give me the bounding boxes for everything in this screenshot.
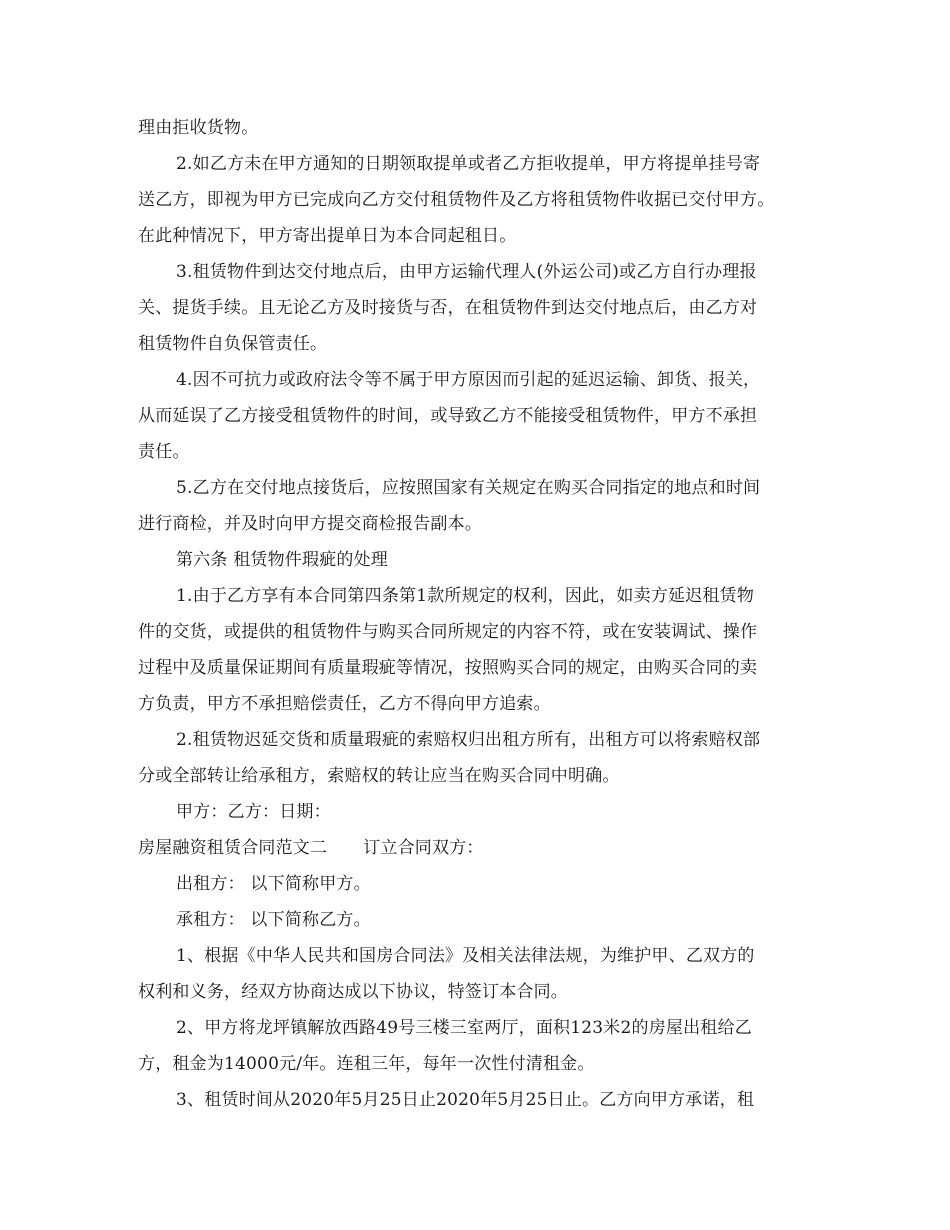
text-line: 权利和义务，经双方协商达成以下协议，特签订本合同。: [138, 982, 568, 1002]
text-line: 3.租赁物件到达交付地点后，由甲方运输代理人(外运公司)或乙方自行办理报: [176, 262, 757, 282]
text-line: 过程中及质量保证期间有质量瑕疵等情况，按照购买合同的规定，由购买合同的卖: [138, 658, 758, 678]
text-line: 租赁物件自负保管责任。: [138, 334, 328, 354]
text-line: 分或全部转让给承租方，索赔权的转让应当在购买合同中明确。: [138, 766, 620, 786]
text-line: 进行商检，并及时向甲方提交商检报告副本。: [138, 514, 482, 534]
text-line: 4.因不可抗力或政府法令等不属于甲方原因而引起的延迟运输、卸货、报关，: [176, 370, 761, 390]
text-line: 2、甲方将龙坪镇解放西路49号三楼三室两厅，面积123米2的房屋出租给乙: [176, 1018, 752, 1038]
text-line: 3、租赁时间从2020年5月25日止2020年5月25日止。乙方向甲方承诺，租: [176, 1090, 755, 1110]
text-line: 送乙方，即视为甲方已完成向乙方交付租赁物件及乙方将租赁物件收据已交付甲方。: [138, 190, 775, 210]
text-line: 1.由于乙方享有本合同第四条第1款所规定的权利，因此，如卖方延迟租赁物: [176, 586, 755, 606]
text-line: 关、提货手续。且无论乙方及时接货与否，在租赁物件到达交付地点后，由乙方对: [138, 298, 758, 318]
text-line: 从而延误了乙方接受租赁物件的时间，或导致乙方不能接受租赁物件，甲方不承担: [138, 406, 758, 426]
signature-line: 甲方：乙方：日期：: [176, 802, 331, 822]
section-heading: 第六条 租赁物件瑕疵的处理: [176, 550, 389, 570]
text-line: 方，租金为14000元/年。连租三年，每年一次性付清租金。: [138, 1054, 595, 1074]
lessor-line: 出租方： 以下简称甲方。: [176, 874, 371, 894]
text-line: 5.乙方在交付地点接货后，应按照国家有关规定在购买合同指定的地点和时间: [176, 478, 761, 498]
text-line: 在此种情况下，甲方寄出提单日为本合同起租日。: [138, 226, 517, 246]
text-line: 责任。: [138, 442, 190, 462]
text-line: 2.如乙方未在甲方通知的日期领取提单或者乙方拒收提单，甲方将提单挂号寄: [176, 154, 761, 174]
text-line: 2.租赁物迟延交货和质量瑕疵的索赔权归出租方所有，出租方可以将索赔权部: [176, 730, 761, 750]
document-subtitle: 房屋融资租赁合同范文二: [138, 838, 328, 858]
document-subtitle-line: [138, 830, 818, 866]
text-line: 1、根据《中华人民共和国房合同法》及相关法律法规，为维护甲、乙双方的: [176, 946, 755, 966]
text-line: 方负责，甲方不承担赔偿责任，乙方不得向甲方追索。: [138, 694, 551, 714]
parties-heading: 订立合同双方：: [363, 838, 484, 858]
lessee-line: 承租方： 以下简称乙方。: [176, 910, 371, 930]
text-line: 件的交货，或提供的租赁物件与购买合同所规定的内容不符，或在安装调试、操作: [138, 622, 758, 642]
text-line: 理由拒收货物。: [138, 118, 259, 138]
